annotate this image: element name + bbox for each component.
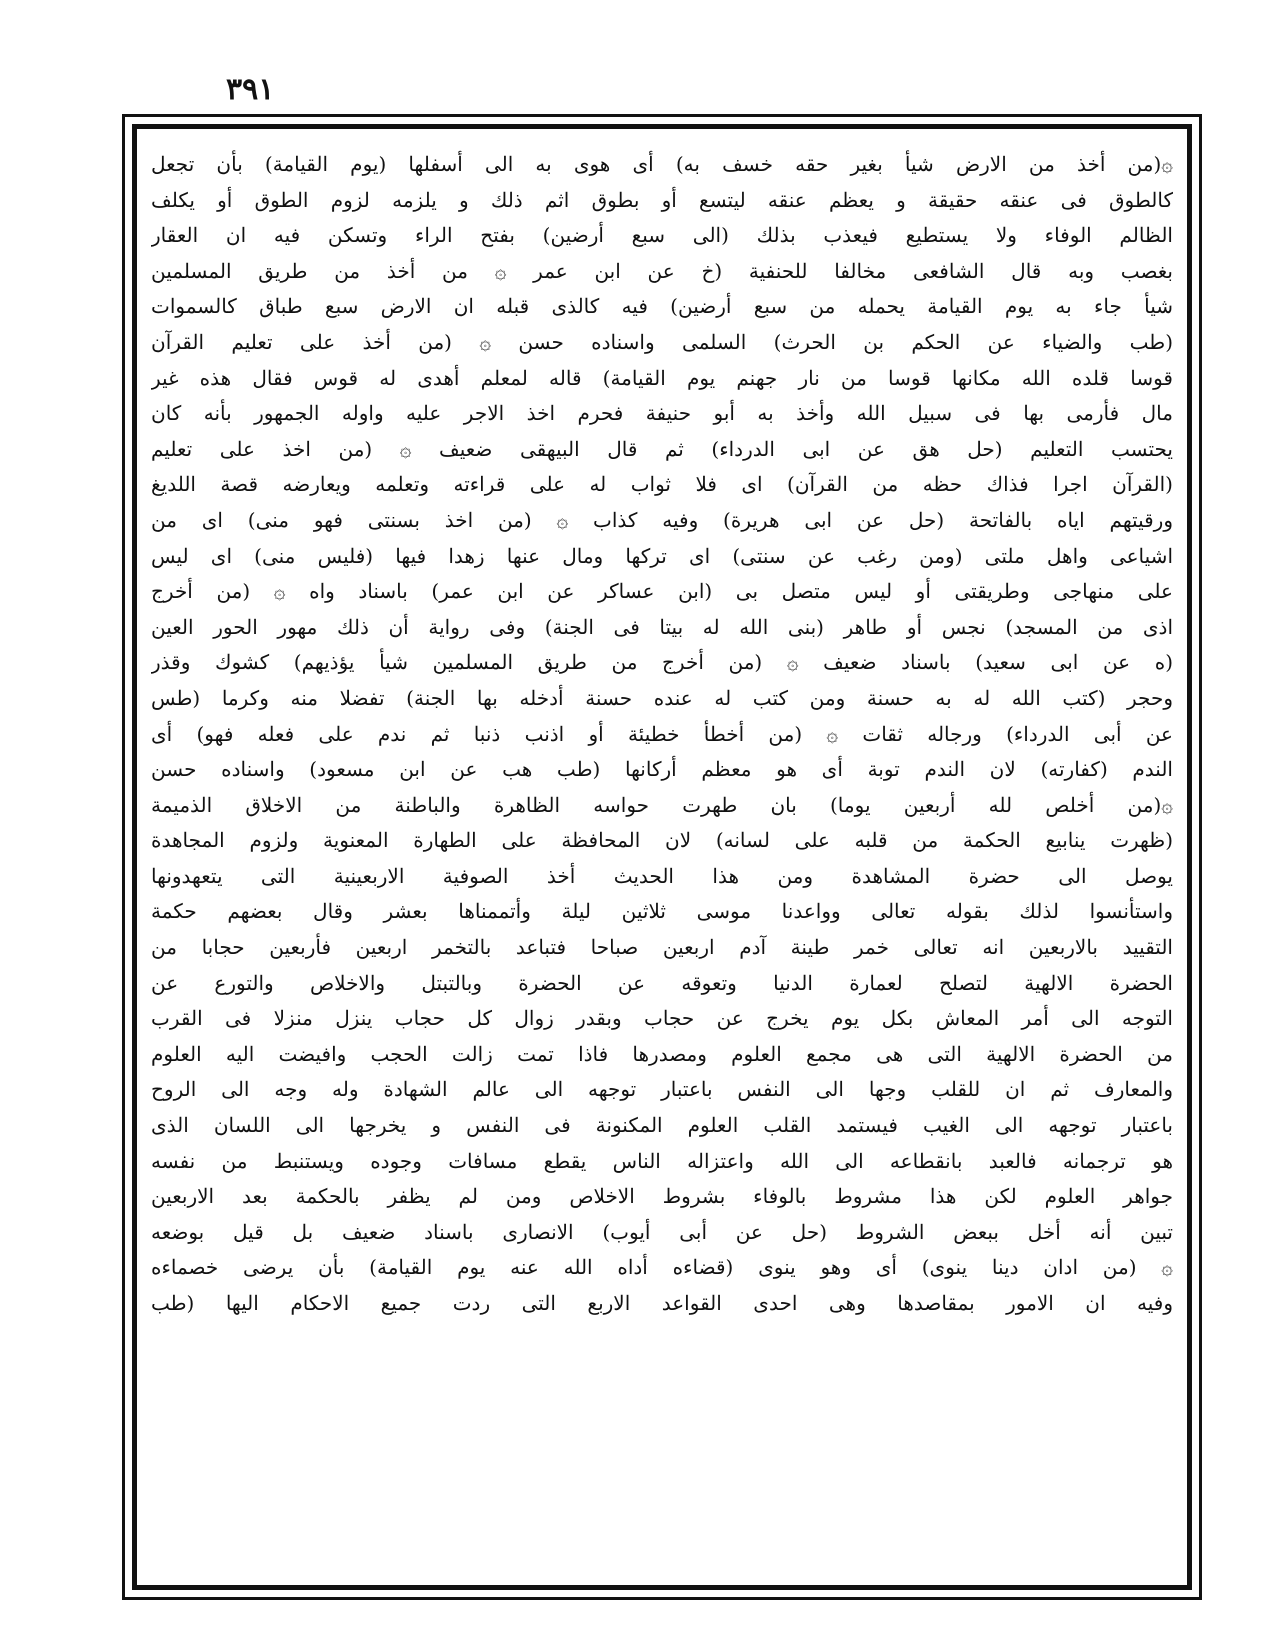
text-line: على منهاجى وطريقتى أو ليس متصل بى (ابن عساكر عن ابن عمر) باسناد واه ۞ (من أخرج bbox=[151, 579, 1173, 604]
text-line: اشياعى واهل ملتى (ومن رغب عن سنتى) اى تركها ومال عنها زهدا فيها (فليس منى) اى ليس bbox=[151, 543, 1173, 568]
text-line: هو ترجمانه فالعبد بانقطاعه الى الله واعتزاله الناس يقطع مسافات وجوده ويستنبط من نفسه bbox=[151, 1148, 1173, 1173]
text-line: من الحضرة الالهية التى هى مجمع العلوم ومصدرها فاذا تمت زالت الحجب وافيضت اليه العلوم bbox=[151, 1041, 1173, 1066]
text-line: شيأ جاء به يوم القيامة يحمله من سبع أرضين) فيه كالذى قبله ان الارض سبع طباق كالسموات bbox=[151, 294, 1173, 319]
text-line: والمعارف ثم ان للقلب وجها الى النفس باعتبار توجهه الى عالم الشهادة وله وجه الى الروح bbox=[151, 1077, 1173, 1102]
text-line: (طب والضياء عن الحكم بن الحرث) السلمى واسناده حسن ۞ (من أخذ على تعليم القرآن bbox=[151, 329, 1173, 354]
text-line: الندم (كفارته) لان الندم توبة أى هو معظم أركانها (طب هب عن ابن مسعود) واسناده حسن bbox=[151, 757, 1173, 782]
text-line: اذى من المسجد) نجس أو طاهر (بنى الله له بيتا فى الجنة) وفى رواية أن ذلك مهور الحور العين bbox=[151, 614, 1173, 639]
page-border-inner bbox=[132, 124, 1192, 1590]
text-line: يحتسب التعليم (حل هق عن ابى الدرداء) ثم قال البيهقى ضعيف ۞ (من اخذ على تعليم bbox=[151, 436, 1173, 461]
text-line: ۞(من أخذ من الارض شيأ بغير حقه خسف به) أى هوى به الى أسفلها (يوم القيامة) بأن تجعل bbox=[151, 152, 1173, 176]
text-line: واستأنسوا لذلك بقوله تعالى وواعدنا موسى ثلاثين ليلة وأتممناها بعشر وقال بعضهم حكمة bbox=[151, 899, 1173, 924]
text-line: عن أبى الدرداء) ورجاله ثقات ۞ (من أخطأ خطيئة أو اذنب ذنبا ثم ندم على فعله فهو) أى bbox=[151, 721, 1173, 746]
text-line: باعتبار توجهه الى الغيب فيستمد القلب العلوم المكنونة فى النفس و يخرجها الى اللسان الذى bbox=[151, 1113, 1173, 1138]
text-line: التقييد بالاربعين انه تعالى خمر طينة آدم اربعين صباحا فتباعد بالتخمر اربعين فأربعين حجابا من bbox=[151, 935, 1173, 960]
text-line: الظالم الوفاء ولا يستطيع فيعذب بذلك (الى سبع أرضين) بفتح الراء وتسكن فيه ان العقار bbox=[151, 223, 1173, 248]
text-line: ۞ (من ادان دينا ينوى) أى وهو ينوى (قضاءه أداه الله عنه يوم القيامة) بأن يرضى خصماءه bbox=[151, 1255, 1173, 1280]
text-line: التوجه الى أمر المعاش بكل يوم يخرج عن حجاب وبقدر زوال كل حجاب ينزل منزلا فى القرب bbox=[151, 1006, 1173, 1031]
text-line: (ه عن ابى سعيد) باسناد ضعيف ۞ (من أخرج من طريق المسلمين شيأ يؤذيهم) كشوك وقذر bbox=[151, 650, 1173, 675]
text-line: جواهر العلوم لكن هذا مشروط بالوفاء بشروط الاخلاص ومن لم يظفر بالحكمة بعد الاربعين bbox=[151, 1184, 1173, 1209]
text-line: ورقيتهم اياه بالفاتحة (حل عن ابى هريرة) وفيه كذاب ۞ (من اخذ بسنتى فهو منى) اى من bbox=[151, 507, 1173, 532]
text-line: يوصل الى حضرة المشاهدة ومن هذا الحديث أخذ الصوفية الاربعينية التى يتعهدونها bbox=[151, 863, 1173, 888]
page-number: ٣٩١ bbox=[226, 72, 275, 107]
page-border-outer bbox=[122, 114, 1202, 1600]
text-line: مال فأرمى بها فى سبيل الله وأخذ به أبو حنيفة فحرم اخذ الاجر عليه واوله الجمهور بأنه كان bbox=[151, 401, 1173, 426]
text-line: (ظهرت ينابيع الحكمة من قلبه على لسانه) لان المحافظة على الطهارة المعنوية ولزوم المجاهدة bbox=[151, 828, 1173, 853]
text-line: كالطوق فى عنقه حقيقة و يعظم عنقه ليتسع أو بطوق اثم ذلك و يلزمه لزوم الطوق أو يكلف bbox=[151, 187, 1173, 212]
text-line: (القرآن اجرا فذاك حظه من القرآن) اى فلا ثواب له على قراءته وتعلمه ويعارضه قصة اللديغ bbox=[151, 472, 1173, 497]
text-line: وفيه ان الامور بمقاصدها وهى احدى القواعد الاربع التى ردت جميع الاحكام اليها (طب bbox=[151, 1291, 1173, 1315]
text-line: تبين أنه أخل ببعض الشروط (حل عن أبى أيوب) الانصارى باسناد ضعيف بل قيل بوضعه bbox=[151, 1219, 1173, 1244]
text-line: قوسا قلده الله مكانها قوسا من نار جهنم يوم القيامة) قاله لمعلم أهدى له قوس فقال هذه غير bbox=[151, 365, 1173, 390]
text-line: الحضرة الالهية لتصلح لعمارة الدنيا وتعوقه عن الحضرة وبالتبتل والاخلاص والتورع عن bbox=[151, 970, 1173, 995]
text-line: ۞(من أخلص لله أربعين يوما) بان طهرت حواسه الظاهرة والباطنة من الاخلاق الذميمة bbox=[151, 792, 1173, 817]
text-line: بغصب وبه قال الشافعى مخالفا للحنفية (خ عن ابن عمر ۞ من أخذ من طريق المسلمين bbox=[151, 258, 1173, 283]
text-body bbox=[151, 147, 1173, 1322]
text-line: وحجر (كتب الله له به حسنة ومن كتب له عنده حسنة أدخله بها الجنة) تفضلا منه وكرما (طس bbox=[151, 685, 1173, 710]
